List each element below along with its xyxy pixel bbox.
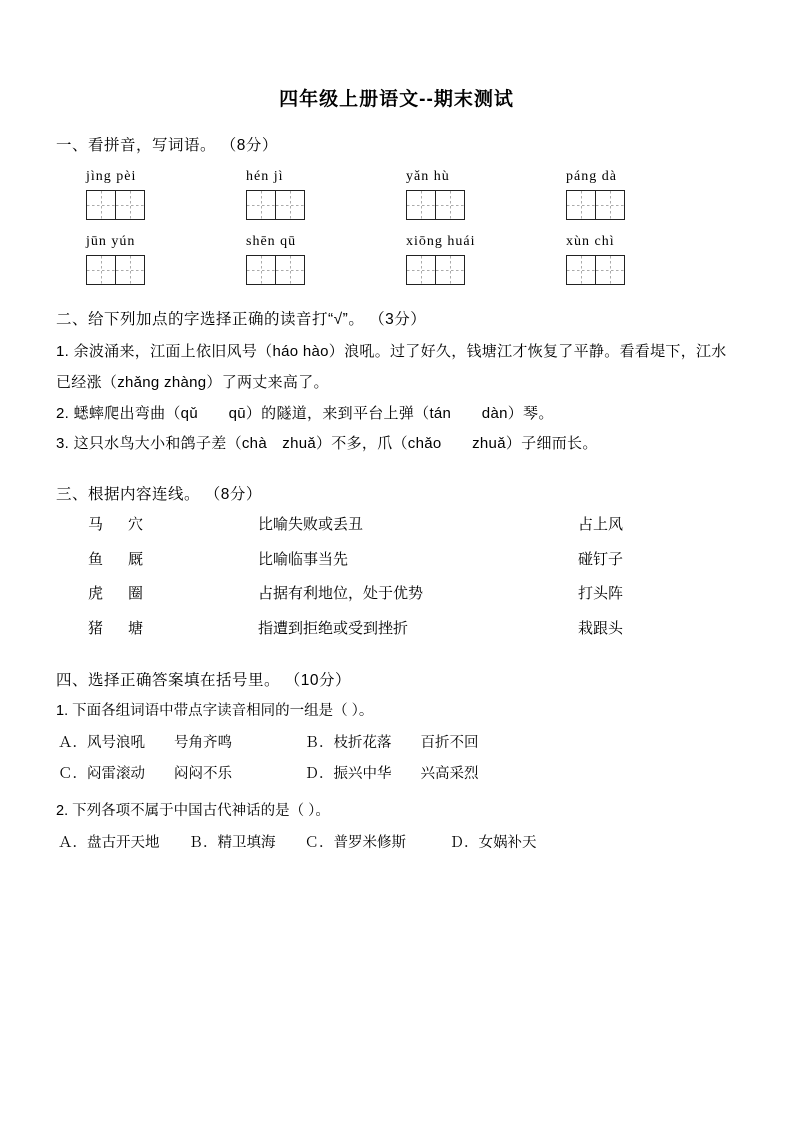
question-item: 3. 这只水鸟大小和鸽子差（chà zhuǎ）不多，爪（chǎo zhuǎ）子细而长。 bbox=[56, 435, 598, 453]
pinyin-item bbox=[246, 234, 406, 285]
match-col-b[interactable]: 塘 bbox=[128, 619, 144, 637]
match-row bbox=[56, 543, 737, 578]
grid-cell[interactable] bbox=[115, 190, 145, 220]
grid-cell[interactable] bbox=[406, 190, 436, 220]
match-col-a[interactable]: 虎 bbox=[88, 585, 104, 602]
match-col-a[interactable]: 猪 bbox=[88, 619, 104, 637]
match-col-c[interactable]: 比喻临事当先 bbox=[258, 550, 349, 568]
pinyin-item bbox=[566, 169, 726, 220]
match-col-c[interactable]: 指遭到拒绝或受到挫折 bbox=[258, 619, 409, 637]
grid-cell[interactable] bbox=[246, 190, 276, 220]
page-title: 四年级上册语文--期末测试 bbox=[279, 89, 514, 110]
match-row bbox=[56, 612, 737, 647]
match-col-d[interactable]: 栽跟头 bbox=[578, 619, 624, 637]
grid-cell[interactable] bbox=[275, 255, 305, 285]
match-row bbox=[56, 508, 737, 543]
pinyin-item bbox=[406, 169, 566, 220]
grid-cell[interactable] bbox=[435, 255, 465, 285]
grid-cell[interactable] bbox=[566, 190, 596, 220]
pinyin-label: hén jì bbox=[246, 169, 284, 184]
pinyin-label: jūn yún bbox=[86, 234, 136, 249]
grid-cell[interactable] bbox=[566, 255, 596, 285]
question-item: 1. 余波涌来，江面上依旧风号（háo hào）浪吼。过了好久，钱塘江才恢复了平静。看看堤下，江水已经涨（zhǎng zhàng）了两丈来高了。 bbox=[56, 343, 727, 391]
grid-cell[interactable] bbox=[406, 255, 436, 285]
write-boxes[interactable] bbox=[566, 190, 726, 220]
write-boxes[interactable] bbox=[86, 255, 246, 285]
grid-cell[interactable] bbox=[595, 190, 625, 220]
match-col-d[interactable]: 占上风 bbox=[578, 516, 624, 533]
match-col-c[interactable]: 比喻失败或丢丑 bbox=[258, 516, 364, 533]
pinyin-row-1 bbox=[56, 169, 737, 220]
match-col-b[interactable]: 圈 bbox=[128, 585, 144, 602]
pinyin-row-2 bbox=[56, 234, 737, 285]
write-boxes[interactable] bbox=[246, 255, 406, 285]
pinyin-label: xiōng huái bbox=[406, 234, 476, 249]
pinyin-label: shēn qū bbox=[246, 234, 297, 249]
match-col-d[interactable]: 打头阵 bbox=[578, 585, 624, 602]
write-boxes[interactable] bbox=[406, 190, 566, 220]
section-3-heading: 三、根据内容连线。 （8分） bbox=[56, 486, 262, 503]
section-1-heading: 一、看拼音，写词语。 （8分） bbox=[56, 137, 278, 154]
pinyin-label: xùn chì bbox=[566, 234, 615, 249]
match-col-c[interactable]: 占据有利地位，处于优势 bbox=[258, 585, 424, 602]
grid-cell[interactable] bbox=[435, 190, 465, 220]
pinyin-item bbox=[246, 169, 406, 220]
pinyin-item bbox=[406, 234, 566, 285]
write-boxes[interactable] bbox=[566, 255, 726, 285]
section-2-heading: 二、给下列加点的字选择正确的读音打“√”。 （3分） bbox=[56, 311, 427, 328]
grid-cell[interactable] bbox=[86, 255, 116, 285]
pinyin-label: yǎn hù bbox=[406, 169, 450, 184]
match-col-b[interactable]: 穴 bbox=[128, 516, 144, 533]
question-stem: 1. 下面各组词语中带点字读音相同的一组是（ ）。 bbox=[56, 703, 374, 719]
grid-cell[interactable] bbox=[86, 190, 116, 220]
grid-cell[interactable] bbox=[275, 190, 305, 220]
match-col-a[interactable]: 鱼 bbox=[88, 550, 104, 568]
write-boxes[interactable] bbox=[86, 190, 246, 220]
question-option[interactable]: Ａ．风号浪吼 号角齐鸣 Ｂ．枝折花落 百折不回 bbox=[58, 734, 479, 751]
pinyin-label: jìng pèi bbox=[86, 169, 137, 184]
grid-cell[interactable] bbox=[115, 255, 145, 285]
match-col-d[interactable]: 碰钉子 bbox=[578, 550, 624, 568]
pinyin-item bbox=[566, 234, 726, 285]
question-stem: 2. 下列各项不属于中国古代神话的是（ ）。 bbox=[56, 803, 330, 820]
grid-cell[interactable] bbox=[246, 255, 276, 285]
question-item: 2. 蟋蟀爬出弯曲（qǔ qū）的隧道，来到平台上弹（tán dàn）琴。 bbox=[56, 404, 554, 422]
question-option[interactable]: Ａ．盘古开天地 Ｂ．精卫填海 Ｃ．普罗米修斯 Ｄ．女娲补天 bbox=[58, 835, 537, 852]
pinyin-item bbox=[86, 234, 246, 285]
write-boxes[interactable] bbox=[406, 255, 566, 285]
section-4-heading: 四、选择正确答案填在括号里。 （10分） bbox=[56, 672, 352, 689]
match-row bbox=[56, 577, 737, 612]
match-col-b[interactable]: 厩 bbox=[128, 550, 144, 568]
write-boxes[interactable] bbox=[246, 190, 406, 220]
pinyin-item bbox=[86, 169, 246, 220]
grid-cell[interactable] bbox=[595, 255, 625, 285]
match-col-a[interactable]: 马 bbox=[88, 516, 104, 533]
question-option[interactable]: Ｃ．闷雷滚动 闷闷不乐 Ｄ．振兴中华 兴高采烈 bbox=[58, 766, 479, 783]
pinyin-label: páng dà bbox=[566, 169, 617, 184]
